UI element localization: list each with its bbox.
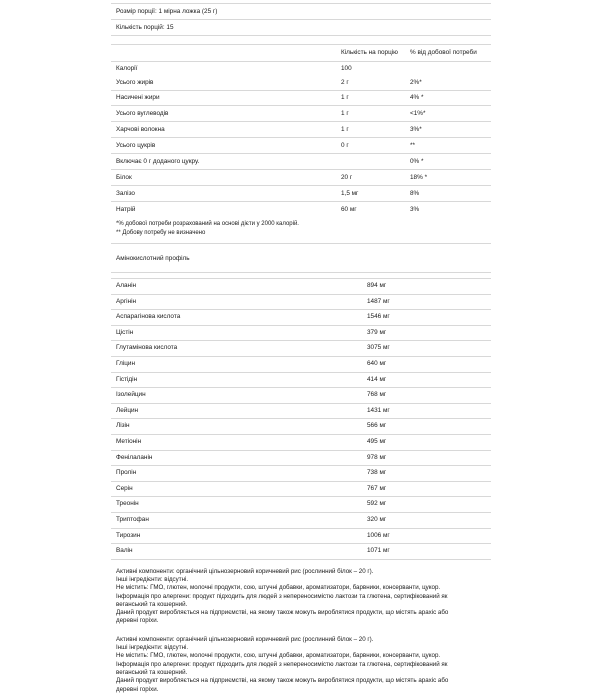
amino-row xyxy=(111,544,491,560)
nutrient-name: Натрій xyxy=(116,206,136,213)
ingredients-line: Інформація про алергени: продукт підходить для людей з непереносимістю лактози та глютена, сертифікований як xyxy=(116,592,448,600)
amino-amount: 320 мг xyxy=(367,515,387,523)
amino-amount: 3075 мг xyxy=(367,344,390,352)
amino-row xyxy=(111,326,491,342)
nutrient-amount: 20 г xyxy=(341,174,353,181)
nutrient-dv: 0% * xyxy=(410,158,424,165)
nutrition-row xyxy=(111,154,491,170)
ingredients-line: веганський та кошерний. xyxy=(116,668,188,676)
amino-row xyxy=(111,529,491,545)
amino-name: Триптофан xyxy=(116,515,149,523)
nutrient-dv: 8% xyxy=(410,190,420,197)
ingredients-line: Інформація про алергени: продукт підходить для людей з непереносимістю лактози та глютена, сертифікований як xyxy=(116,660,448,668)
amino-amount: 566 мг xyxy=(367,422,387,430)
amino-amount: 495 мг xyxy=(367,437,387,445)
amino-amount: 592 мг xyxy=(367,500,387,508)
nutrient-amount: 1 г xyxy=(341,110,349,117)
nutrient-name: Залізо xyxy=(116,190,135,197)
col-amount-header: Кількість на порцію xyxy=(341,49,398,56)
amino-name: Лізін xyxy=(116,422,130,430)
ingredients-line: Активні компоненти: органічний цільнозерновий коричневий рис (рослинний білок – 20 г). xyxy=(116,635,374,643)
amino-amount: 1431 мг xyxy=(367,406,390,414)
amino-amount: 767 мг xyxy=(367,484,387,492)
amino-row xyxy=(111,451,491,467)
amino-amount: 978 мг xyxy=(367,453,387,461)
nutrient-name: Насичені жири xyxy=(116,94,160,101)
nutrient-name: Білок xyxy=(116,174,132,181)
amino-name: Пролін xyxy=(116,469,137,477)
amino-row xyxy=(111,310,491,326)
nutrient-amount: 1,5 мг xyxy=(341,190,359,197)
amino-name: Тирозин xyxy=(116,531,141,539)
amino-row xyxy=(111,497,491,513)
ingredients-line: Даний продукт виробляється на підприємстві, на якому також можуть вироблятися продукти, що містять арахіс або xyxy=(116,609,449,617)
amino-amount: 768 мг xyxy=(367,391,387,399)
ingredients-line: деревні горіхи. xyxy=(116,685,159,693)
ingredients-block xyxy=(111,568,491,626)
nutrient-dv: <1%* xyxy=(410,110,426,117)
amino-amount: 379 мг xyxy=(367,328,387,336)
nutrient-name: Усього вуглеводів xyxy=(116,110,169,117)
amino-amount: 1546 мг xyxy=(367,313,390,321)
amino-amount: 1006 мг xyxy=(367,531,390,539)
amino-name: Серін xyxy=(116,484,133,492)
nutrient-name: Калорії xyxy=(116,65,138,72)
amino-name: Цістін xyxy=(116,328,134,336)
col-dv-header: % від добової потреби xyxy=(410,49,477,56)
amino-row xyxy=(111,373,491,389)
nutrient-dv: 3%* xyxy=(410,126,422,133)
nutrient-dv: 4% * xyxy=(410,94,424,101)
nutrition-sheet xyxy=(111,0,491,694)
footnote-daily-value: *% добової потреби розрахований на основі дієти у 2000 калорій. xyxy=(116,221,299,227)
nutrition-row xyxy=(111,106,491,122)
nutrition-row xyxy=(111,202,491,217)
amino-row xyxy=(111,435,491,451)
amino-row xyxy=(111,466,491,482)
nutrition-row xyxy=(111,170,491,186)
amino-amount: 894 мг xyxy=(367,282,387,289)
amino-amount: 640 мг xyxy=(367,359,387,367)
nutrient-amount: 0 г xyxy=(341,142,349,149)
ingredients-line: Активні компоненти: органічний цільнозерновий коричневий рис (рослинний білок – 20 г). xyxy=(116,567,374,575)
nutrient-amount: 1 г xyxy=(341,94,349,101)
amino-amount: 1071 мг xyxy=(367,547,390,555)
nutrient-amount: 60 мг xyxy=(341,206,357,213)
nutrition-row xyxy=(111,138,491,154)
amino-row xyxy=(111,419,491,435)
amino-row xyxy=(111,278,491,295)
nutrition-row xyxy=(111,91,491,106)
servings-count: Кількість порцій: 15 xyxy=(116,24,174,31)
nutrient-amount: 1 г xyxy=(341,126,349,133)
amino-name: Лейцин xyxy=(116,406,139,414)
ingredients-line: Інші інгредієнти: відсутні. xyxy=(116,575,189,583)
nutrient-dv: 18% * xyxy=(410,174,428,181)
amino-name: Треонін xyxy=(116,500,139,508)
amino-name: Метіонін xyxy=(116,437,142,445)
nutrient-name: Усього жирів xyxy=(116,79,154,86)
amino-table xyxy=(111,278,491,560)
amino-name: Аланін xyxy=(116,282,137,289)
nutrient-amount: 100 xyxy=(341,65,352,72)
ingredients-line: Інші інгредієнти: відсутні. xyxy=(116,644,189,652)
amino-name: Валін xyxy=(116,547,133,555)
servings-count-row xyxy=(111,20,491,36)
nutrient-amount: 2 г xyxy=(341,79,349,86)
nutrient-dv: ** xyxy=(410,142,415,149)
nutrition-header-row xyxy=(111,44,491,62)
amino-amount: 414 мг xyxy=(367,375,387,383)
amino-row xyxy=(111,341,491,357)
amino-row xyxy=(111,513,491,529)
serving-size: Розмір порції: 1 мірна ложка (25 г) xyxy=(116,8,218,15)
amino-row xyxy=(111,404,491,420)
amino-name: Аргінін xyxy=(116,297,137,305)
footnote-not-established: ** Добову потребу не визначено xyxy=(116,230,206,236)
amino-row xyxy=(111,357,491,373)
amino-amount: 738 мг xyxy=(367,469,387,477)
nutrient-name: Усього цукрів xyxy=(116,142,156,149)
nutrition-table xyxy=(111,44,491,217)
amino-row xyxy=(111,388,491,404)
nutrition-row xyxy=(111,122,491,138)
amino-name: Гістідін xyxy=(116,375,138,383)
amino-name: Глутамінова кислота xyxy=(116,344,178,352)
ingredients-line: веганський та кошерний. xyxy=(116,600,188,608)
amino-name: Фенілаланін xyxy=(116,453,153,461)
amino-name: Ізолейцин xyxy=(116,391,146,399)
amino-profile-title: Амінокислотний профіль xyxy=(111,250,491,273)
nutrient-dv: 2%* xyxy=(410,79,422,86)
nutrient-dv: 3% xyxy=(410,206,420,213)
nutrition-row xyxy=(111,62,491,76)
ingredients-line: деревні горіхи. xyxy=(116,617,159,625)
serving-size-row xyxy=(111,3,491,20)
amino-amount: 1487 мг xyxy=(367,297,390,305)
ingredients-line: Не містить: ГМО, глютен, молочні продукти, сою, штучні добавки, ароматизатори, барвники, консерванти, цукор. xyxy=(116,584,441,592)
nutrient-name: Харчові волокна xyxy=(116,126,165,133)
ingredients-line: Не містить: ГМО, глютен, молочні продукти, сою, штучні добавки, ароматизатори, барвники, консерванти, цукор. xyxy=(116,652,441,660)
amino-name: Аспарагінова кислота xyxy=(116,313,181,321)
nutrition-footnotes xyxy=(111,217,491,244)
amino-name: Гліцин xyxy=(116,359,136,367)
ingredients-line: Даний продукт виробляється на підприємстві, на якому також можуть вироблятися продукти, що містять арахіс або xyxy=(116,677,449,685)
nutrition-row xyxy=(111,76,491,91)
amino-row xyxy=(111,295,491,311)
nutrition-row xyxy=(111,186,491,202)
nutrient-name: Включає 0 г доданого цукру. xyxy=(116,158,200,165)
ingredients-block xyxy=(111,636,491,694)
amino-row xyxy=(111,482,491,498)
